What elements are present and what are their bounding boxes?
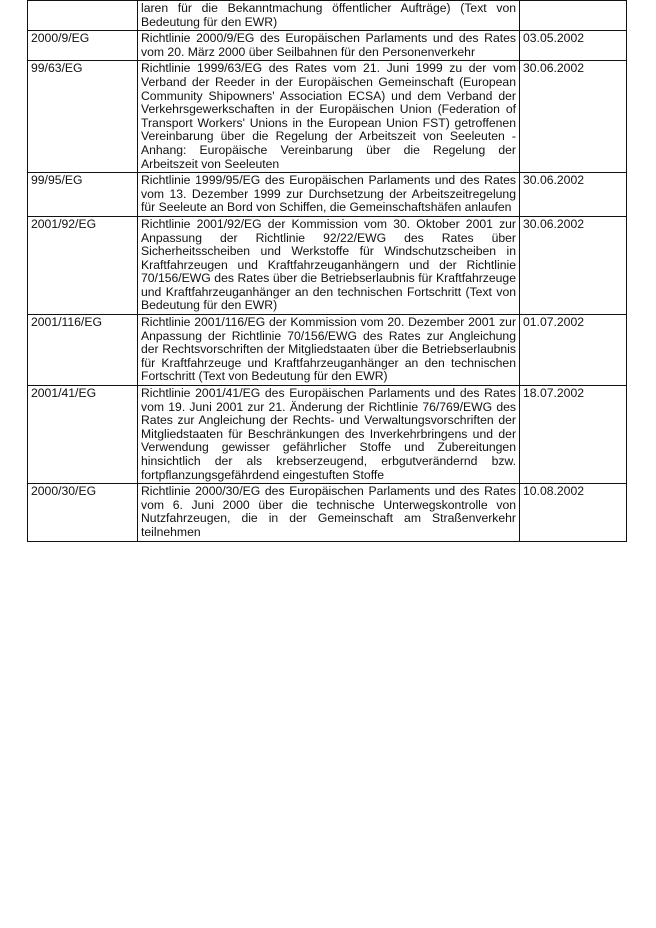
table-row [28, 484, 627, 541]
deadline-date: 18.07.2002 [520, 386, 627, 484]
directive-code: 2001/92/EG [28, 216, 138, 314]
table-row [28, 173, 627, 217]
table-row [28, 61, 627, 173]
deadline-date: 03.05.2002 [520, 31, 627, 61]
deadline-date [520, 1, 627, 31]
deadline-date: 30.06.2002 [520, 61, 627, 173]
directive-title: laren für die Bekanntmachung öffentlicher Aufträge) (Text von Bedeutung für den EWR) [138, 1, 520, 31]
table-row [28, 31, 627, 61]
table-row [28, 1, 627, 31]
directive-code [28, 1, 138, 31]
deadline-date: 30.06.2002 [520, 173, 627, 217]
directive-table [27, 0, 627, 542]
deadline-date: 01.07.2002 [520, 315, 627, 386]
directive-code: 99/95/EG [28, 173, 138, 217]
directive-code: 2001/41/EG [28, 386, 138, 484]
directive-code: 2000/9/EG [28, 31, 138, 61]
directive-code: 99/63/EG [28, 61, 138, 173]
directive-code: 2001/116/EG [28, 315, 138, 386]
deadline-date: 30.06.2002 [520, 216, 627, 314]
directive-title: Richtlinie 2001/116/EG der Kommission vom 20. Dezember 2001 zur Anpassung der Richtlinie 70/156/EWG des Rates zur Angleichung der Rechtsvorschriften der Mitgliedstaaten über die Betriebserlaubnis für Kraftfahrzeuge und Kraftfahrzeuganhänger an den technischen Fortschritt (Text von Bedeutung für den EWR) [138, 315, 520, 386]
directive-title: Richtlinie 2000/9/EG des Europäischen Parlaments und des Rates vom 20. März 2000 über Seilbahnen für den Personenverkehr [138, 31, 520, 61]
directive-title: Richtlinie 2001/92/EG der Kommission vom 30. Oktober 2001 zur Anpassung der Richtlinie 92/22/EWG des Rates über Sicherheitsscheiben und Werkstoffe für Windschutzscheiben in Kraftfahrzeugen und Kraftfahrzeuganhängern und der Richtlinie 70/156/EWG des Rates über die Betriebserlaubnis für Kraftfahrzeuge und Kraftfahrzeuganhänger an den technischen Fortschritt (Text von Bedeutung für den EWR) [138, 216, 520, 314]
directive-code: 2000/30/EG [28, 484, 138, 541]
directive-title: Richtlinie 1999/95/EG des Europäischen Parlaments und des Rates vom 13. Dezember 1999 zur Durchsetzung der Arbeitszeitregelung für Seeleute an Bord von Schiffen, die Gemeinschaftshäfen anlaufen [138, 173, 520, 217]
directive-title: Richtlinie 2000/30/EG des Europäischen Parlaments und des Rates vom 6. Juni 2000 über die technische Unterwegskontrolle von Nutzfahrzeugen, die in der Gemeinschaft am Straßenverkehr teilnehmen [138, 484, 520, 541]
table-row [28, 315, 627, 386]
deadline-date: 10.08.2002 [520, 484, 627, 541]
table-row [28, 386, 627, 484]
table-row [28, 216, 627, 314]
directive-title: Richtlinie 1999/63/EG des Rates vom 21. Juni 1999 zu der vom Verband der Reeder in der Europäischen Gemeinschaft (European Community Shipowners' Association ECSA) und dem Verband der Verkehrsgewerkschaften in der Europäischen Union (Federation of Transport Workers' Unions in the European Union FST) getroffenen Vereinbarung über die Regelung der Arbeitszeit von Seeleuten - Anhang: Europäische Vereinbarung über die Regelung der Arbeitszeit von Seeleuten [138, 61, 520, 173]
directive-title: Richtlinie 2001/41/EG des Europäischen Parlaments und des Rates vom 19. Juni 2001 zur 21. Änderung der Richtlinie 76/769/EWG des Rates zur Angleichung der Rechts- und Verwaltungsvorschriften der Mitgliedstaaten für Beschränkungen des Inverkehrbringens und der Verwendung gewisser gefährlicher Stoffe und Zubereitungen hinsichtlich der als krebserzeugend, erbgutverändernd bzw. fortpflanzungsgefährdend eingestuften Stoffe [138, 386, 520, 484]
